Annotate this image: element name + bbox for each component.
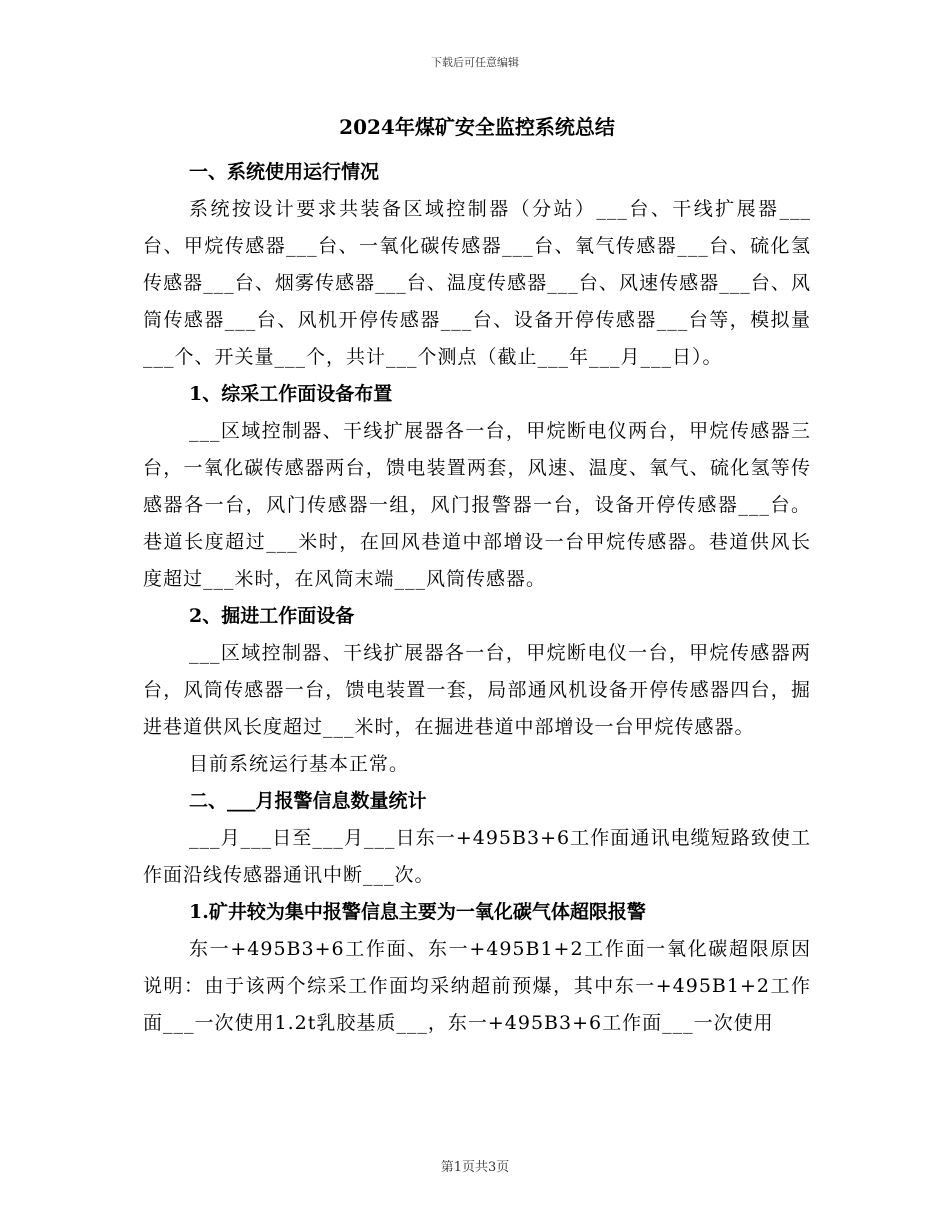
paragraph-co-alarm-explanation: 东一+495B3+6工作面、东一+495B1+2工作面一氧化碳超限原因说明：由于该两个综采工作面均采纳超前预爆，其中东一+495B1+2工作面___一次使用1.2t乳胶基质___，东一+495B3+6工作面___一次使用 [143, 938, 811, 1034]
document-title: 2024年煤矿安全监控系统总结 [339, 115, 615, 139]
subsection-heading-fully-mechanized-face: 1、综采工作面设备布置 [189, 383, 393, 405]
paragraph-communication-interruption: ___月___日至___月___日东一+495B3+6工作面通讯电缆短路致使工作面沿线传感器通讯中断___次。 [143, 827, 811, 886]
paragraph-heading-face: ___区域控制器、干线扩展器各一台，甲烷断电仪一台，甲烷传感器两台，风筒传感器一台，馈电装置一套，局部通风机设备开停传感器四台，掘进巷道供风长度超过___米时，在掘进巷道中部增设一台甲烷传感器。 [143, 642, 811, 738]
subsection-heading-heading-face: 2、掘进工作面设备 [189, 605, 355, 627]
paragraph-system-status: 目前系统运行基本正常。 [189, 753, 410, 775]
paragraph-fully-mechanized-face: ___区域控制器、干线扩展器各一台，甲烷断电仪两台，甲烷传感器三台，一氧化碳传感器两台，馈电装置两套，风速、温度、氧气、硫化氢等传感器各一台，风门传感器一组，风门报警器一台，设备开停传感器___台。巷道长度超过___米时，在回风巷道中部增设一台甲烷传感器。巷道供风长度超过___米时，在风筒末端___风筒传感器。 [143, 420, 811, 590]
section-heading-system-operation: 一、系统使用运行情况 [189, 161, 380, 183]
subsection-heading-co-alarm: 1.矿井较为集中报警信息主要为一氧化碳气体超限报警 [189, 901, 646, 923]
page-number: 第1页共3页 [440, 1160, 510, 1175]
download-note: 下载后可任意编辑 [431, 56, 519, 69]
document-body [143, 112, 811, 1042]
paragraph-equipment-summary: 系统按设计要求共装备区域控制器（分站）___台、干线扩展器___台、甲烷传感器___台、一氧化碳传感器___台、氧气传感器___台、硫化氢传感器___台、烟雾传感器___台、温度传感器___台、风速传感器___台、风筒传感器___台、风机开停传感器___台、设备开停传感器___台等，模拟量___个、开关量___个，共计___个测点（截止___年___月___日）。 [143, 198, 811, 368]
section-heading-alarm-statistics: 二、___月报警信息数量统计 [189, 790, 427, 812]
